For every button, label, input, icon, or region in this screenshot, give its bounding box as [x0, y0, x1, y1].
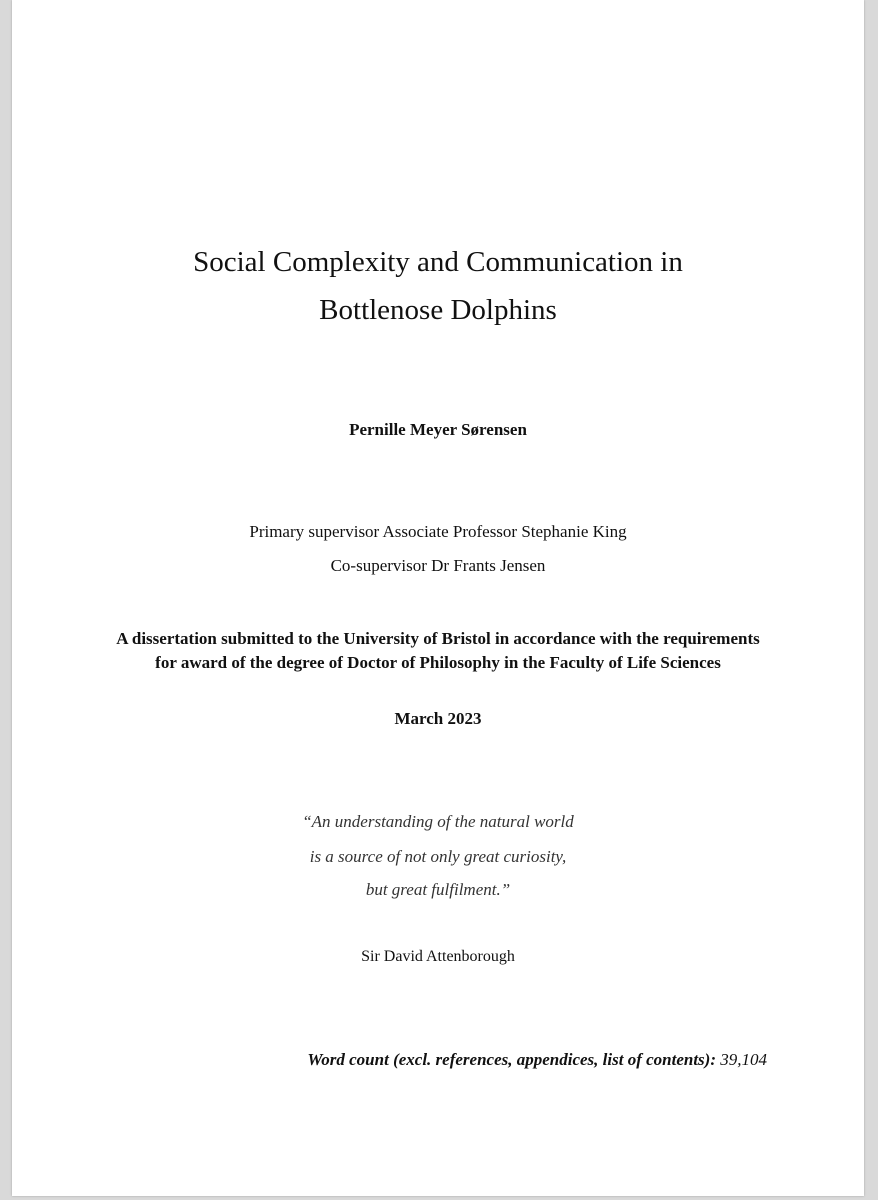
author-name: Pernille Meyer Sørensen [349, 420, 527, 439]
co-supervisor: Co-supervisor Dr Frants Jensen [330, 556, 546, 575]
primary-supervisor: Primary supervisor Associate Professor Stephanie King [249, 522, 627, 541]
word-count [307, 1050, 767, 1070]
word-count-value: 39,104 [720, 1050, 767, 1069]
dissertation-title [12, 238, 864, 334]
submission-date: March 2023 [394, 709, 482, 728]
quote-line-3: but great fulfilment.” [365, 880, 511, 899]
title-line-2: Bottlenose Dolphins [319, 294, 557, 326]
quote-author: Sir David Attenborough [361, 948, 515, 965]
word-count-label: Word count (excl. references, appendices, list of contents): [307, 1050, 716, 1069]
dissertation-statement: A dissertation submitted to the University of Bristol in accordance with the requirements for award of the degree of Doctor of Philosophy in the Faculty of Life Sciences [116, 629, 760, 672]
quote-line-2: is a source of not only great curiosity, [309, 847, 567, 866]
title-line-1: Social Complexity and Communication in [193, 246, 683, 278]
document-page [12, 0, 864, 1196]
quote-line-1: “An understanding of the natural world [302, 812, 574, 831]
